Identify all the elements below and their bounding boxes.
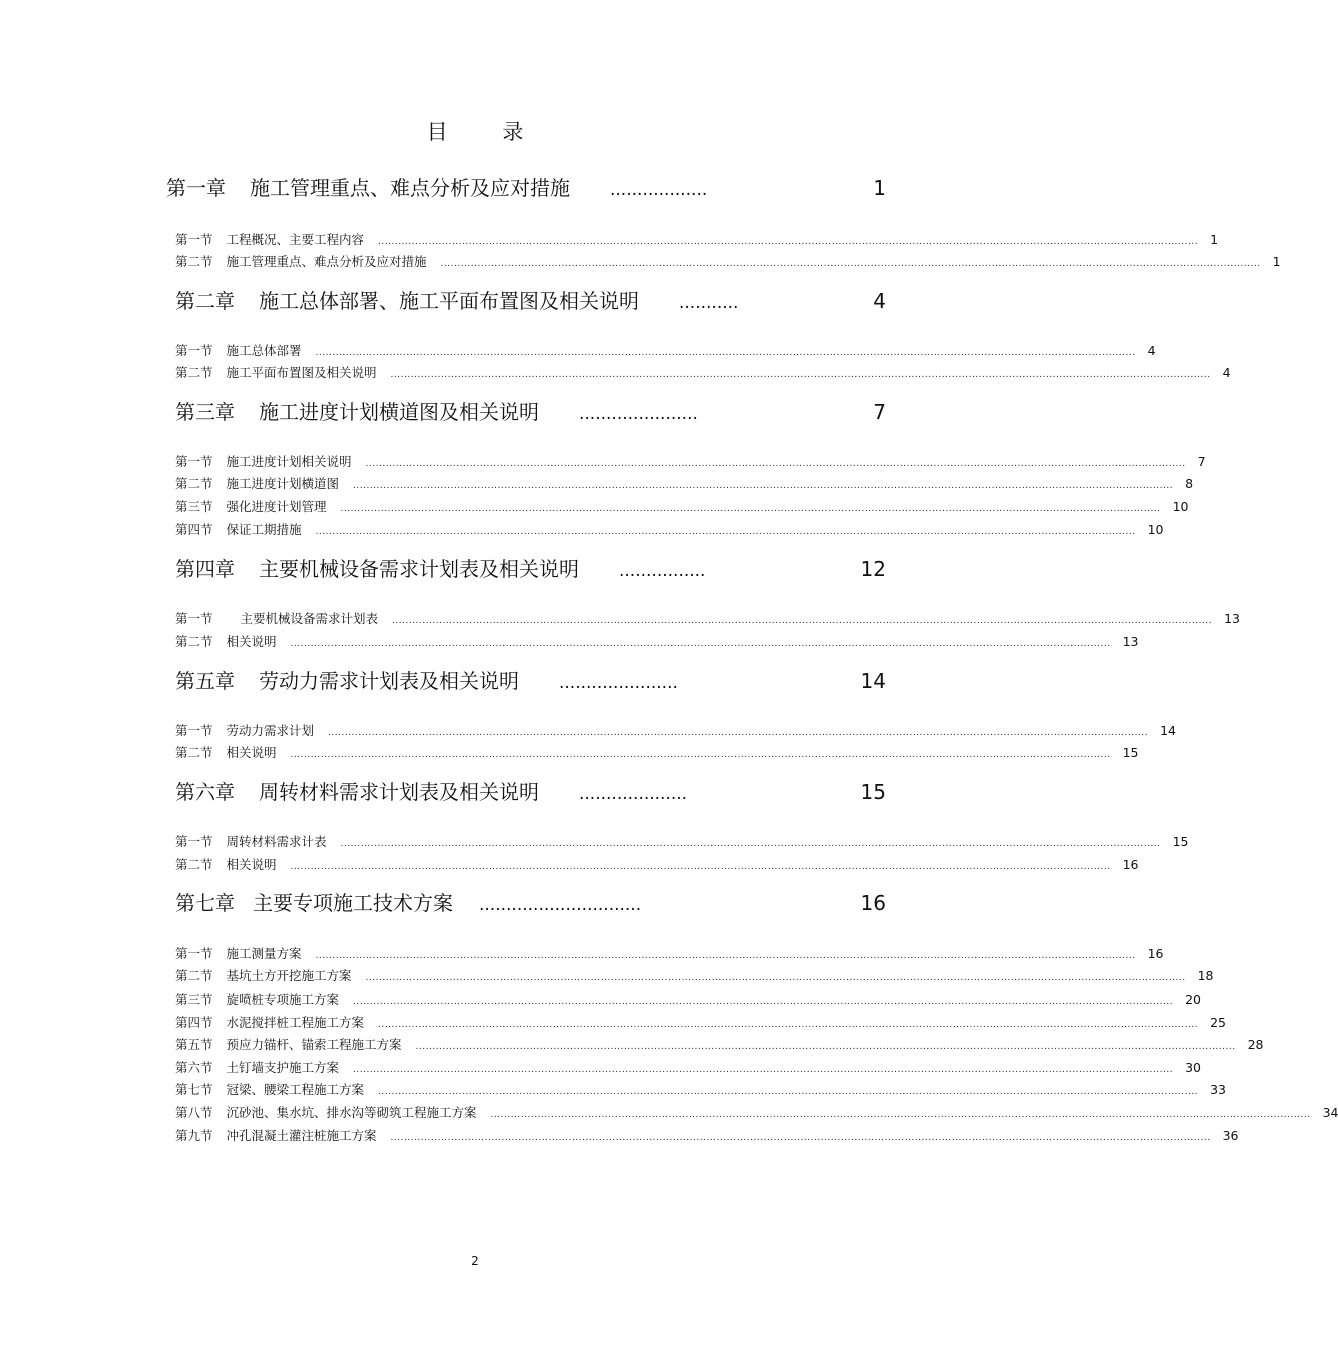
section-title: 保证工期措施 <box>226 522 302 537</box>
section-label: 第二节 <box>175 476 213 491</box>
section-label: 第二节 <box>175 857 213 872</box>
section-leader-dots: .................................................................................................................................................................................................................................................... <box>353 1065 1174 1075</box>
toc-section[interactable] <box>175 252 1281 270</box>
section-title: 工程概况、主要工程内容 <box>226 232 365 247</box>
section-leader-dots: .................................................................................................................................................................................................................................................... <box>290 862 1111 872</box>
section-leader-dots: .................................................................................................................................................................................................................................................... <box>315 527 1136 537</box>
section-page-number: 7 <box>1197 454 1206 469</box>
section-title: 相关说明 <box>226 634 277 649</box>
section-title: 土钉墙支护施工方案 <box>226 1060 340 1075</box>
chapter-title: 主要专项施工技术方案 <box>253 891 453 915</box>
chapter-label: 第七章 <box>175 891 235 915</box>
section-title: 主要机械设备需求计划表 <box>240 611 379 626</box>
toc-section[interactable] <box>175 341 1156 359</box>
section-leader-dots: .................................................................................................................................................................................................................................................... <box>378 237 1199 247</box>
section-leader-dots: .................................................................................................................................................................................................................................................... <box>490 1110 1311 1120</box>
section-page-number: 28 <box>1247 1037 1264 1052</box>
section-title: 冲孔混凝土灌注桩施工方案 <box>226 1128 377 1143</box>
section-page-number: 1 <box>1210 232 1219 247</box>
section-label: 第三节 <box>175 992 213 1007</box>
section-title: 相关说明 <box>226 857 277 872</box>
section-leader-dots: .................................................................................................................................................................................................................................................... <box>392 616 1213 626</box>
section-label: 第九节 <box>175 1128 213 1143</box>
section-leader-dots: .................................................................................................................................................................................................................................................... <box>378 1087 1199 1097</box>
toc-section[interactable] <box>175 497 1189 515</box>
page-number: 2 <box>471 1254 479 1268</box>
toc-section[interactable] <box>175 632 1139 650</box>
toc-section[interactable] <box>175 721 1176 739</box>
chapter-title: 周转材料需求计划表及相关说明 <box>259 780 539 804</box>
chapter-label: 第三章 <box>175 400 235 424</box>
section-label: 第一节 <box>175 232 213 247</box>
section-leader-dots: .................................................................................................................................................................................................................................................... <box>290 639 1111 649</box>
section-label: 第一节 <box>175 611 213 626</box>
section-page-number: 8 <box>1185 476 1194 491</box>
section-label: 第一节 <box>175 454 213 469</box>
chapter-label: 第四章 <box>175 557 235 581</box>
toc-section[interactable] <box>175 1058 1201 1076</box>
chapter-page-number: 1 <box>873 176 886 200</box>
section-page-number: 34 <box>1322 1105 1338 1120</box>
section-title: 施工测量方案 <box>226 946 302 961</box>
section-label: 第一节 <box>175 834 213 849</box>
section-label: 第四节 <box>175 522 213 537</box>
section-page-number: 16 <box>1122 857 1139 872</box>
section-label: 第二节 <box>175 365 213 380</box>
section-label: 第三节 <box>175 499 213 514</box>
chapter-leader-dots: ........... <box>679 293 739 313</box>
chapter-title: 劳动力需求计划表及相关说明 <box>259 669 519 693</box>
section-label: 第八节 <box>175 1105 213 1120</box>
chapter-leader-dots: ...................... <box>559 673 678 693</box>
section-label: 第一节 <box>175 946 213 961</box>
section-leader-dots: .................................................................................................................................................................................................................................................... <box>365 459 1186 469</box>
toc-title: 目 录 <box>426 120 548 144</box>
toc-chapter[interactable] <box>175 396 886 426</box>
section-title: 施工平面布置图及相关说明 <box>226 365 377 380</box>
chapter-leader-dots: ...................... <box>579 404 698 424</box>
chapter-page-number: 15 <box>860 780 886 804</box>
toc-section[interactable] <box>175 832 1189 850</box>
section-leader-dots: .................................................................................................................................................................................................................................................... <box>353 481 1174 491</box>
section-title: 沉砂池、集水坑、排水沟等砌筑工程施工方案 <box>226 1105 477 1120</box>
toc-chapter[interactable] <box>166 172 886 202</box>
section-leader-dots: .................................................................................................................................................................................................................................................... <box>365 973 1186 983</box>
toc-chapter[interactable] <box>175 887 886 917</box>
toc-section[interactable] <box>175 1035 1264 1053</box>
toc-section[interactable] <box>175 1103 1338 1121</box>
toc-section[interactable] <box>175 743 1139 761</box>
chapter-label: 第一章 <box>166 176 226 200</box>
section-title: 施工管理重点、难点分析及应对措施 <box>226 254 427 269</box>
section-label: 第二节 <box>175 634 213 649</box>
toc-section[interactable] <box>175 1080 1226 1098</box>
section-leader-dots: .................................................................................................................................................................................................................................................... <box>340 504 1161 514</box>
section-leader-dots: .................................................................................................................................................................................................................................................... <box>390 1133 1211 1143</box>
section-page-number: 25 <box>1210 1015 1226 1030</box>
section-page-number: 36 <box>1222 1128 1239 1143</box>
section-title: 旋喷桩专项施工方案 <box>226 992 340 1007</box>
chapter-leader-dots: .............................. <box>479 895 642 915</box>
chapter-title: 施工总体部署、施工平面布置图及相关说明 <box>259 289 639 313</box>
toc-chapter[interactable] <box>175 776 886 806</box>
section-title: 相关说明 <box>226 745 277 760</box>
toc-section[interactable] <box>175 1013 1226 1031</box>
chapter-leader-dots: .................. <box>610 180 708 200</box>
toc-section[interactable] <box>175 609 1240 627</box>
toc-section[interactable] <box>175 966 1214 984</box>
chapter-title: 施工管理重点、难点分析及应对措施 <box>250 176 570 200</box>
toc-section[interactable] <box>175 363 1231 381</box>
section-label: 第二节 <box>175 968 213 983</box>
section-label: 第六节 <box>175 1060 213 1075</box>
toc-section[interactable] <box>175 452 1206 470</box>
chapter-page-number: 7 <box>873 400 886 424</box>
chapter-leader-dots: .................... <box>579 784 688 804</box>
section-page-number: 18 <box>1197 968 1214 983</box>
section-title: 施工进度计划相关说明 <box>226 454 352 469</box>
section-title: 水泥搅拌桩工程施工方案 <box>226 1015 365 1030</box>
section-title: 预应力锚杆、锚索工程施工方案 <box>226 1037 402 1052</box>
section-page-number: 30 <box>1185 1060 1201 1075</box>
section-leader-dots: .................................................................................................................................................................................................................................................... <box>440 259 1261 269</box>
toc-chapter[interactable] <box>175 665 886 695</box>
section-leader-dots: .................................................................................................................................................................................................................................................... <box>328 728 1149 738</box>
section-page-number: 15 <box>1172 834 1189 849</box>
section-label: 第七节 <box>175 1082 213 1097</box>
section-label: 第四节 <box>175 1015 213 1030</box>
section-page-number: 13 <box>1224 611 1240 626</box>
section-title: 周转材料需求计表 <box>226 834 327 849</box>
chapter-page-number: 16 <box>860 891 886 915</box>
section-page-number: 4 <box>1147 343 1156 358</box>
chapter-leader-dots: ................ <box>619 561 706 581</box>
section-leader-dots: .................................................................................................................................................................................................................................................... <box>353 997 1174 1007</box>
section-title: 基坑土方开挖施工方案 <box>226 968 352 983</box>
section-title: 劳动力需求计划 <box>226 723 315 738</box>
chapter-title: 施工进度计划横道图及相关说明 <box>259 400 539 424</box>
section-label: 第二节 <box>175 254 213 269</box>
section-title: 施工总体部署 <box>226 343 302 358</box>
chapter-label: 第五章 <box>175 669 235 693</box>
section-leader-dots: .................................................................................................................................................................................................................................................... <box>315 348 1136 358</box>
section-page-number: 33 <box>1210 1082 1226 1097</box>
section-page-number: 16 <box>1147 946 1164 961</box>
toc-section[interactable] <box>175 474 1194 492</box>
section-page-number: 10 <box>1172 499 1189 514</box>
toc-section[interactable] <box>175 944 1164 962</box>
section-title: 冠梁、腰梁工程施工方案 <box>226 1082 365 1097</box>
section-label: 第二节 <box>175 745 213 760</box>
section-page-number: 4 <box>1222 365 1231 380</box>
chapter-label: 第六章 <box>175 780 235 804</box>
toc-chapter[interactable] <box>175 285 886 315</box>
toc-section[interactable] <box>175 855 1139 873</box>
toc-section[interactable] <box>175 1126 1239 1144</box>
section-leader-dots: .................................................................................................................................................................................................................................................... <box>315 951 1136 961</box>
section-title: 强化进度计划管理 <box>226 499 327 514</box>
section-label: 第一节 <box>175 723 213 738</box>
section-page-number: 14 <box>1160 723 1176 738</box>
chapter-page-number: 14 <box>860 669 886 693</box>
toc-section[interactable] <box>175 230 1219 248</box>
section-label: 第一节 <box>175 343 213 358</box>
section-page-number: 20 <box>1185 992 1201 1007</box>
chapter-title: 主要机械设备需求计划表及相关说明 <box>259 557 579 581</box>
section-leader-dots: .................................................................................................................................................................................................................................................... <box>378 1020 1199 1030</box>
toc-chapter[interactable] <box>175 553 886 583</box>
chapter-page-number: 12 <box>860 557 886 581</box>
section-label: 第五节 <box>175 1037 213 1052</box>
section-page-number: 13 <box>1122 634 1139 649</box>
section-page-number: 15 <box>1122 745 1139 760</box>
chapter-page-number: 4 <box>873 289 886 313</box>
toc-section[interactable] <box>175 990 1201 1008</box>
section-leader-dots: .................................................................................................................................................................................................................................................... <box>340 839 1161 849</box>
section-page-number: 10 <box>1147 522 1164 537</box>
toc-section[interactable] <box>175 520 1164 538</box>
section-page-number: 1 <box>1272 254 1281 269</box>
section-leader-dots: .................................................................................................................................................................................................................................................... <box>390 370 1211 380</box>
section-leader-dots: .................................................................................................................................................................................................................................................... <box>290 750 1111 760</box>
chapter-label: 第二章 <box>175 289 235 313</box>
section-title: 施工进度计划横道图 <box>226 476 340 491</box>
section-leader-dots: .................................................................................................................................................................................................................................................... <box>415 1042 1236 1052</box>
